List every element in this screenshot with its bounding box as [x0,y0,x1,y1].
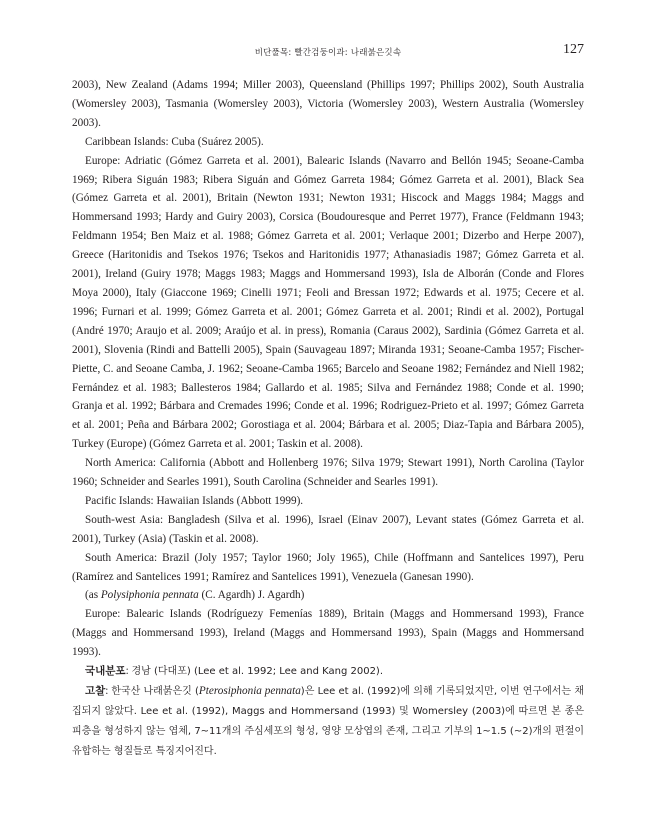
paragraph-europe: Europe: Adriatic (Gómez Garreta et al. 2001), Balearic Islands (Navarro and Bellón 1945; Seoane-Camba 1969; Ribera Siguán 1983; Ribera Siguán and Gómez Garreta 1984; Gómez Garreta et al. 2001), Black Sea (Gómez Garreta et al. 2001), Britain (Newton 1931; Newton 1931; Hiscock and Maggs 1984; Maggs and Hommersand 1993; Hardy and Guiry 2003), Corsica (Boudouresque and Perret 1977), France (Feldmann 1943; Feldmann 1954; Ben Maiz et al. 1988; Gómez Garreta et al. 2001; Verlaque 2001; Dizerbo and Herpe 2007), Greece (Haritonidis and Tsekos 1976; Tsekos and Haritonidis 1977; Athanasiadis 1987; Gómez Garreta et al. 2001), Ireland (Guiry 1978; Maggs 1983; Maggs and Hommersand 1993), Isla de Alborán (Conde and Flores Moya 2000), Italy (Giaccone 1969; Cinelli 1971; Feoli and Bressan 1972; Edwards et al. 1975; Cecere et al. 1996; Furnari et al. 1999; Gómez Garreta et al. 2001; Gómez Garreta et al. 2001; Rindi et al. 2002), Portugal (André 1970; Araujo et al. 2009; Araújo et al. in press), Romania (Caraus 2002), Sardinia (Gómez Garreta et al. 2001), Slovenia (Rindi and Battelli 2005), Spain (Sauvageau 1897; Miranda 1931; Seoane-Camba 1957; Fischer-Piette, C. and Seoane Camba, J. 1962; Seoane-Camba 1965; Barcelo and Seoane 1982; Fernández and Niell 1982; Fernández et al. 1983; Ballesteros 1984; Gallardo et al. 1985; Silva and Fernández 1988; Conde et al. 1990; Granja et al. 1992; Bárbara and Cremades 1996; Conde et al. 1996; Rodriguez-Prieto et al. 1997; Gómez Garreta et al. 2001; Peña and Bárbara 2002; Gorostiaga et al. 2004; Bárbara et al. 2005; Diaz-Tapia and Bárbara 2005), Turkey (Europe) (Gómez Garreta et al. 2001; Taskin et al. 2008). [72,154,584,451]
synonym-species: Polysiphonia pennata [100,589,199,602]
domestic-colon: : [125,665,132,678]
domestic-label: 국내분포 [85,665,126,678]
paragraph-synonym [72,586,584,605]
page-number: 127 [563,42,584,57]
paragraph-europe-synonym: Europe: Balearic Islands (Rodríguezy Femenías 1889), Britain (Maggs and Hommersand 1993), France (Maggs and Hommersand 1993), Ireland (Maggs and Hommersand 1993), Spain (Maggs and Hommersand 1993). [72,608,584,659]
paragraph-remarks [72,682,584,762]
paragraph-domestic-distribution [72,662,584,682]
paragraph-oceania-continued: 2003), New Zealand (Adams 1994; Miller 2003), Queensland (Phillips 1997; Phillips 2002), South Australia (Womersley 2003), Tasmania (Womersley 2003), Victoria (Womersley 2003), Western Australia (Womersley 2003). [72,79,584,129]
page-body [72,76,584,762]
remarks-text-1: 한국산 나래붉은깃 ( [111,686,199,697]
remarks-colon: : [105,685,112,697]
synonym-prefix: (as [85,589,101,602]
paragraph-southwest-asia: South-west Asia: Bangladesh (Silva et al. 1996), Israel (Einav 2007), Levant states (Gómez Garreta et al. 2001), Turkey (Asia) (Taskin et al. 2008). [72,513,584,545]
paragraph-north-america: North America: California (Abbott and Hollenberg 1976; Silva 1979; Stewart 1991), North Carolina (Taylor 1960; Schneider and Searles 1991), South Carolina (Schneider and Searles 1991). [72,457,584,489]
page-header [72,42,584,62]
remarks-species: Pterosiphonia pennata [198,685,301,697]
synonym-suffix: (C. Agardh) J. Agardh) [198,589,305,602]
paragraph-pacific: Pacific Islands: Hawaiian Islands (Abbott 1999). [85,494,304,507]
remarks-label: 고찰 [85,685,106,697]
paragraph-south-america: South America: Brazil (Joly 1957; Taylor 1960; Joly 1965), Chile (Hoffmann and Santelices 1997), Peru (Ramírez and Santelices 1991; Ramírez and Santelices 1991), Venezuela (Ganesan 1990). [72,551,584,583]
remarks-text-2: )은 Lee et al. (1992)에 의해 기록되었지만, 이번 연구에서는 채집되지 않았다. Lee et al. (1992), Maggs and Hommersand (1993) 및 Womersley (2003)에 따르면 본 종은 피층을 형성하지 않는 엽체, 7~11개의 주심세포의 형성, 영양 모상엽의 존재, 그리고 기부의 1~1.5 (~2)개의 편절이 유합하는 형질들로 특징지어진다. [72,686,584,757]
running-head: 비단풀목: 빨간검둥이과: 나래붉은깃속 [254,48,402,58]
domestic-text: 경남 (다대포) (Lee et al. 1992; Lee and Kang 2002). [131,666,384,678]
paragraph-caribbean: Caribbean Islands: Cuba (Suárez 2005). [85,135,264,148]
